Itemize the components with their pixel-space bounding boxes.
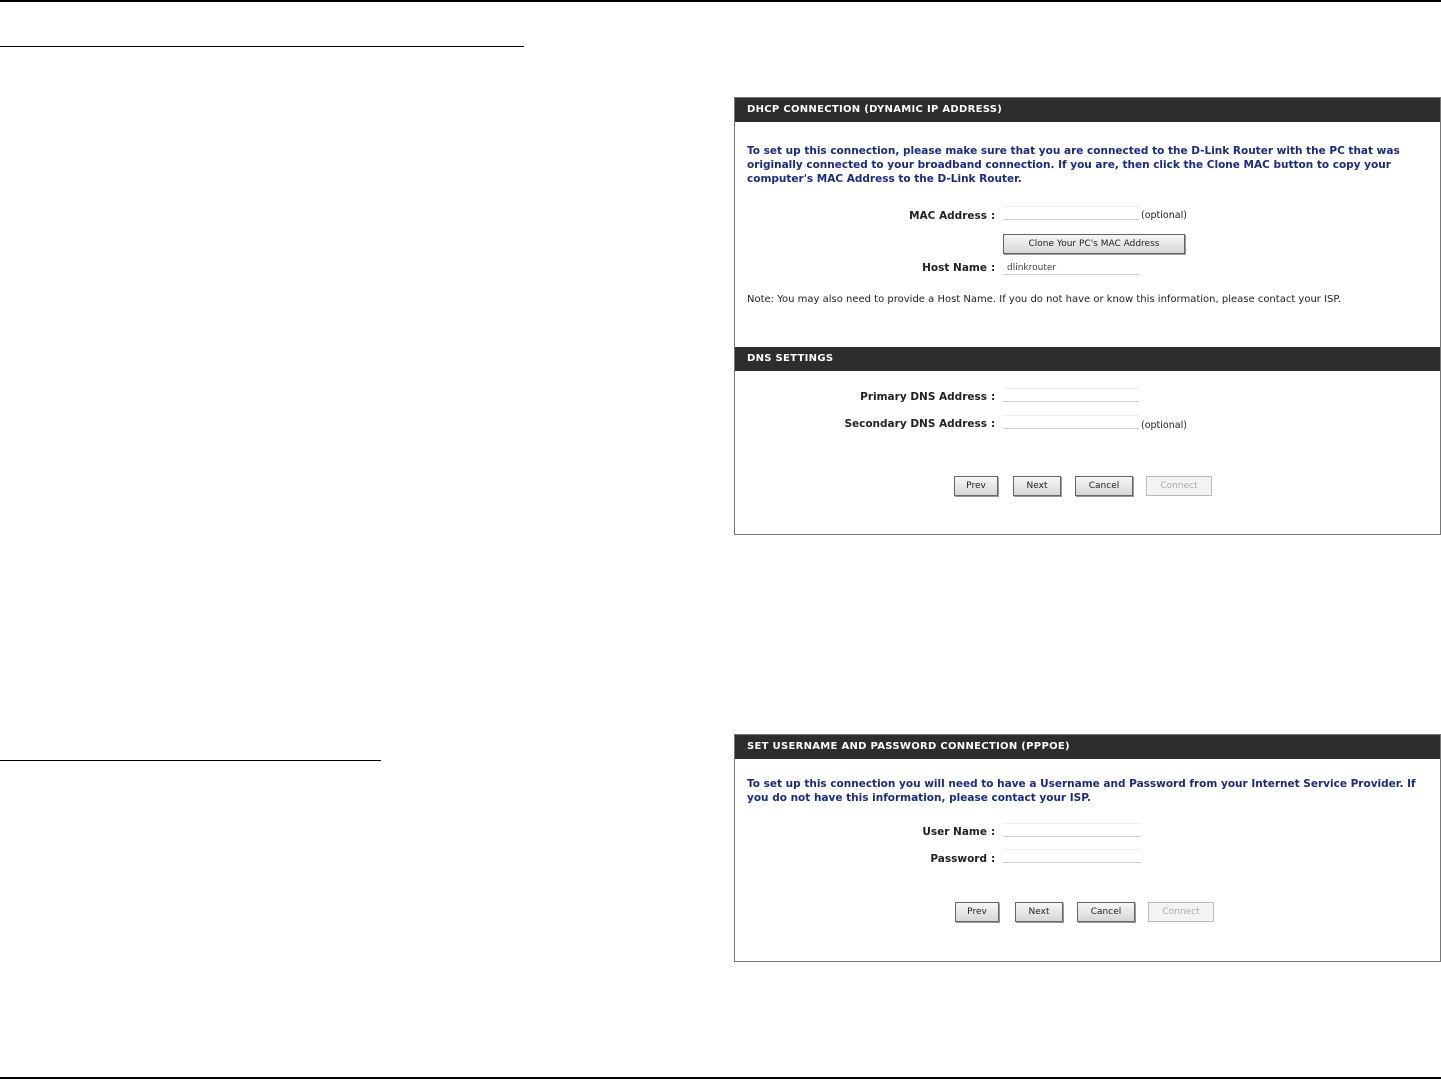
mac-optional-hint: (optional) xyxy=(1141,210,1187,221)
heading-underline xyxy=(0,46,524,47)
heading-underline xyxy=(0,760,381,761)
secondary-dns-label: Secondary DNS Address xyxy=(844,418,987,430)
cancel-button[interactable]: Cancel xyxy=(1075,476,1133,496)
prev-button[interactable]: Prev xyxy=(955,902,999,922)
secondary-dns-optional-hint: (optional) xyxy=(1141,420,1187,431)
user-name-input[interactable] xyxy=(1003,823,1141,837)
password-input[interactable] xyxy=(1003,849,1141,863)
colon: : xyxy=(991,391,996,403)
password-label: Password xyxy=(930,853,987,865)
mac-address-row xyxy=(735,210,987,232)
colon: : xyxy=(991,262,996,274)
panel-title: SET USERNAME AND PASSWORD CONNECTION (PPPOE) xyxy=(735,735,1440,759)
next-button[interactable]: Next xyxy=(1015,902,1063,922)
pppoe-connection-panel xyxy=(734,734,1441,962)
panel-intro: To set up this connection, please make sure that you are connected to the D-Link Router with the PC that was originally connected to your broadband connection. If you are, then click the Clone MAC button to copy your computer's MAC Address to the D-Link Router. xyxy=(747,145,1400,185)
primary-dns-label: Primary DNS Address xyxy=(860,391,987,403)
panel-intro: To set up this connection you will need to have a Username and Password from your Internet Service Provider. If you do not have this information, please contact your ISP. xyxy=(747,778,1416,804)
cancel-button[interactable]: Cancel xyxy=(1077,902,1135,922)
connect-button[interactable]: Connect xyxy=(1148,902,1214,922)
mac-address-input[interactable] xyxy=(1003,206,1139,220)
user-name-label: User Name xyxy=(922,826,987,838)
prev-button[interactable]: Prev xyxy=(954,476,998,496)
connect-button[interactable]: Connect xyxy=(1146,476,1212,496)
dhcp-connection-panel xyxy=(734,97,1441,535)
secondary-dns-input[interactable] xyxy=(1003,415,1139,429)
top-rule xyxy=(0,0,1441,2)
colon: : xyxy=(991,853,996,865)
bottom-rule xyxy=(0,1077,1441,1079)
colon: : xyxy=(991,826,996,838)
password-row xyxy=(735,853,987,875)
secondary-dns-row xyxy=(735,418,987,440)
mac-address-label: MAC Address xyxy=(909,210,987,222)
host-name-label: Host Name xyxy=(922,262,987,274)
dns-settings-title: DNS SETTINGS xyxy=(735,347,1440,371)
primary-dns-input[interactable] xyxy=(1003,388,1139,402)
clone-mac-button[interactable]: Clone Your PC's MAC Address xyxy=(1003,234,1185,254)
host-name-input[interactable] xyxy=(1003,261,1139,275)
host-name-note: Note: You may also need to provide a Host Name. If you do not have or know this information, please contact your ISP. xyxy=(747,294,1342,305)
host-name-row xyxy=(735,262,987,284)
colon: : xyxy=(991,210,996,222)
colon: : xyxy=(991,418,996,430)
panel-title: DHCP CONNECTION (DYNAMIC IP ADDRESS) xyxy=(735,98,1440,122)
primary-dns-row xyxy=(735,391,987,413)
user-name-row xyxy=(735,826,987,848)
next-button[interactable]: Next xyxy=(1013,476,1061,496)
